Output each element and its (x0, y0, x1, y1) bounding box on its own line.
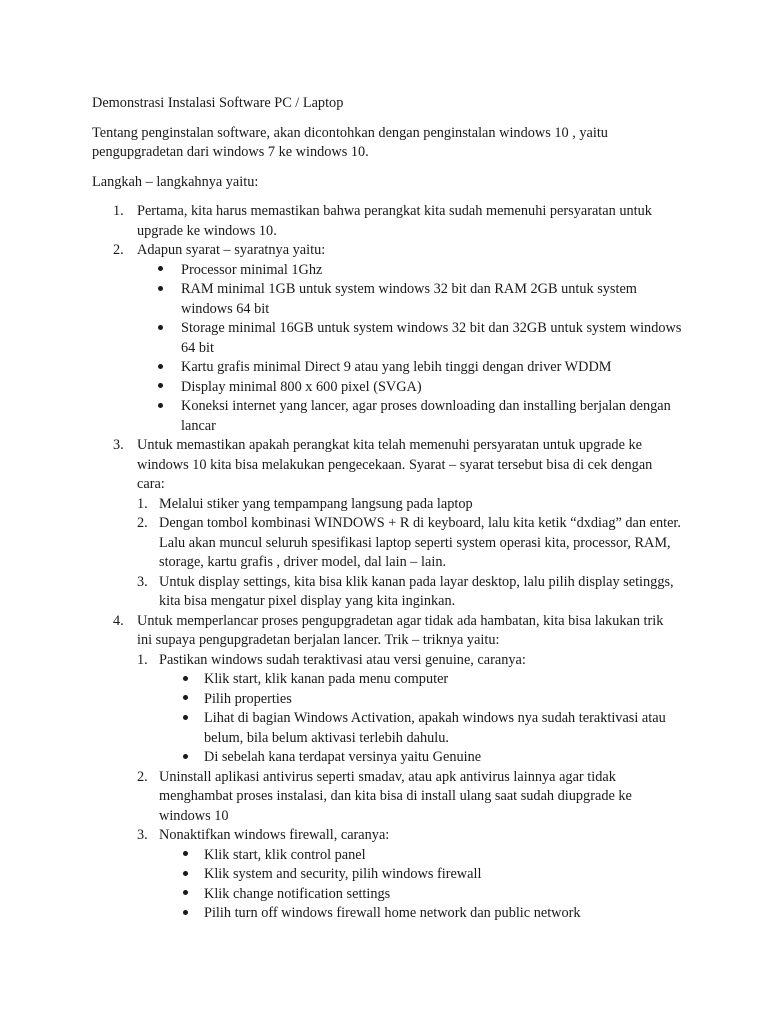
step-text: Untuk memperlancar proses pengupgradetan agar tidak ada hambatan, kita bisa lakukan trik ini supaya pengupgradetan berjalan lancer. Trik – triknya yaitu: (137, 612, 664, 648)
list-item (0, 670, 682, 690)
document-page (92, 94, 682, 924)
list-item (0, 573, 682, 612)
list-item (0, 846, 682, 866)
list-item-text: Pastikan windows sudah teraktivasi atau versi genuine, caranya: (159, 651, 526, 668)
list-item-text: Pilih properties (204, 690, 292, 707)
substep-number: 3. (137, 827, 148, 843)
list-item (0, 768, 682, 827)
substep-number: 1. (137, 495, 148, 512)
step-item (0, 612, 682, 651)
substep-number: 2. (137, 515, 148, 531)
bullet-icon (183, 709, 188, 729)
step-text: Untuk memastikan apakah perangkat kita telah memenuhi persyaratan untuk upgrade ke windows 10 kita bisa melakukan pengecekaan. Syarat – syarat tersebut bisa di cek dengan cara: (137, 437, 653, 492)
list-item-text: Display minimal 800 x 600 pixel (SVGA) (181, 378, 422, 395)
list-item (0, 826, 682, 846)
step-item (0, 241, 682, 261)
bullet-icon (183, 865, 188, 885)
list-item (0, 358, 682, 378)
requirements-list (0, 261, 682, 437)
bullet-icon (158, 280, 163, 300)
bullet-icon (183, 904, 188, 924)
list-item (0, 397, 682, 436)
substep-number: 1. (137, 651, 148, 668)
list-item-text: Klik start, klik kanan pada menu computer (204, 671, 449, 687)
substep-number: 2. (137, 768, 148, 785)
list-item-text: Processor minimal 1Ghz (181, 261, 323, 278)
list-item (0, 748, 682, 768)
list-item-text: Di sebelah kana terdapat versinya yaitu Genuine (204, 749, 482, 765)
list-item (0, 885, 682, 905)
step-number: 3. (113, 437, 124, 453)
list-item (0, 709, 682, 748)
bullet-icon (158, 397, 163, 417)
bullet-icon (183, 846, 188, 866)
list-item (0, 865, 682, 885)
bullet-icon (183, 748, 188, 768)
list-item (0, 261, 682, 281)
steps-list (0, 202, 682, 924)
list-item-text: Melalui stiker yang tempampang langsung pada laptop (159, 495, 473, 512)
list-item-text: Storage minimal 16GB untuk system windows 32 bit dan 32GB untuk system windows 64 bit (181, 320, 682, 356)
activation-steps-list (0, 670, 682, 768)
list-item (0, 690, 682, 710)
list-item (0, 651, 682, 671)
bullet-icon (158, 378, 163, 398)
tricks-list (0, 651, 682, 924)
step-text: Adapun syarat – syaratnya yaitu: (137, 242, 326, 258)
substep-number: 3. (137, 573, 148, 590)
list-item-text: Kartu grafis minimal Direct 9 atau yang lebih tinggi dengan driver WDDM (181, 359, 612, 375)
list-item-text: Klik system and security, pilih windows firewall (204, 866, 482, 882)
bullet-icon (158, 319, 163, 339)
intro-paragraph: Tentang penginstalan software, akan dicontohkan dengan penginstalan windows 10 , yaitu pengupgradetan dari windows 7 ke windows 10. (92, 124, 608, 160)
list-item-text: Pilih turn off windows firewall home network dan public network (204, 905, 581, 921)
list-item (0, 280, 682, 319)
bullet-icon (183, 885, 188, 905)
list-item-text: Uninstall aplikasi antivirus seperti smadav, atau apk antivirus lainnya agar tidak menghambat proses instalasi, dan kita bisa di install ulang saat sudah diupgrade ke windows 10 (159, 768, 632, 824)
list-item-text: Klik change notification settings (204, 885, 391, 902)
bullet-icon (158, 358, 163, 378)
list-item-text: Lihat di bagian Windows Activation, apakah windows nya sudah teraktivasi atau belum, bila belum aktivasi terlebih dahulu. (204, 710, 666, 746)
list-item (0, 319, 682, 358)
list-item (0, 495, 682, 515)
list-item-text: RAM minimal 1GB untuk system windows 32 bit dan RAM 2GB untuk system windows 64 bit (181, 281, 637, 317)
step-number: 4. (113, 612, 124, 629)
list-item-text: Untuk display settings, kita bisa klik kanan pada layar desktop, lalu pilih display setinggs, kita bisa mengatur pixel display yang kita inginkan. (159, 573, 674, 609)
list-item-text: Koneksi internet yang lancer, agar proses downloading dan installing berjalan dengan lancar (181, 398, 671, 434)
bullet-icon (183, 670, 188, 690)
list-item (0, 378, 682, 398)
step-number: 1. (113, 203, 124, 219)
document-title: Demonstrasi Instalasi Software PC / Laptop (92, 95, 344, 111)
list-item (0, 514, 682, 573)
list-item-text: Dengan tombol kombinasi WINDOWS + R di keyboard, lalu kita ketik “dxdiag” dan enter. Lalu akan muncul seluruh spesifikasi laptop seperti system operasi kita, processor, RAM, storage, kartu grafis , driver model, dal lain – lain. (159, 515, 681, 570)
list-item-text: Nonaktifkan windows firewall, caranya: (159, 827, 390, 843)
step-text: Pertama, kita harus memastikan bahwa perangkat kita sudah memenuhi persyaratan untuk upgrade ke windows 10. (137, 203, 652, 239)
list-item-text: Klik start, klik control panel (204, 846, 366, 863)
step-number: 2. (113, 242, 124, 258)
bullet-icon (158, 261, 163, 281)
steps-intro: Langkah – langkahnya yaitu: (92, 173, 259, 190)
step-item (0, 202, 682, 241)
step-item (0, 436, 682, 495)
check-methods-list (0, 495, 682, 612)
bullet-icon (183, 690, 188, 710)
list-item (0, 904, 682, 924)
firewall-steps-list (0, 846, 682, 924)
